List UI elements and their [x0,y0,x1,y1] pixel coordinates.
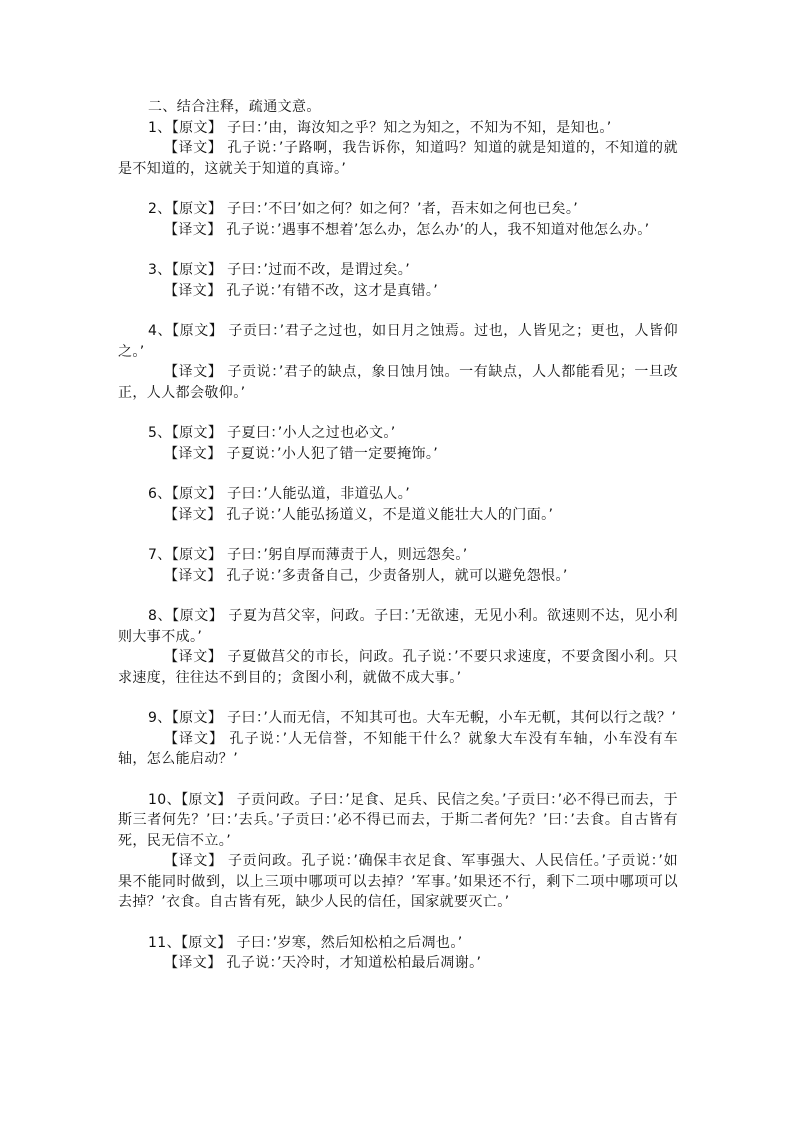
passage-original: 8、【原文】 子夏为莒父宰，问政。子曰：’无欲速，无见小利。欲速则不达，见小利则大事不成。’ [118,608,678,645]
passage-translation: 【译文】 孔子说：’人无信誉，不知能干什么？就象大车没有车轴，小车没有车轴，怎么能启动？’ [118,730,678,767]
passage-translation: 【译文】 子贡说：’君子的缺点，象日蚀月蚀。一有缺点，人人都能看见；一旦改正，人人都会敬仰。’ [118,364,678,401]
passage-original: 5、【原文】 子夏曰：’小人之过也必文。’ [148,425,396,441]
passage-3 [118,260,678,301]
passage-original: 11、【原文】 子曰：’岁寒，然后知松柏之后凋也。’ [148,934,463,951]
passage-9 [118,708,678,770]
passage-original: 3、【原文】 子曰：’过而不改，是谓过矣。’ [148,262,411,278]
passage-original: 6、【原文】 子曰：’人能弘道，非道弘人。’ [148,486,411,502]
document-body [118,97,678,974]
passage-10 [118,790,678,913]
passage-11 [118,933,678,974]
passage-translation: 【译文】 子夏做莒父的市长，问政。孔子说：’不要只求速度，不要贪图小利。只求速度，往往达不到目的；贪图小利，就做不成大事。’ [118,649,678,686]
passage-translation: 【译文】 孔子说：’人能弘扬道义，不是道义能壮大人的门面。’ [164,506,554,523]
passage-original: 1、【原文】 子曰：’由，诲汝知之乎？知之为知之，不知为不知，是知也。’ [148,119,612,136]
passage-1 [118,118,678,180]
passage-6 [118,484,678,525]
passage-translation: 【译文】 孔子说：’有错不改，这才是真错。’ [164,282,439,299]
passage-4 [118,321,678,403]
passage-2 [118,199,678,240]
passage-original: 10、【原文】 子贡问政。子曰：’足食、足兵、民信之矣。’子贡曰：’必不得已而去，于斯三者何先？’曰：’去兵。’子贡曰：’必不得已而去，于斯二者何先？’曰：’去食。自古皆有死，民无信不立。’ [118,791,678,849]
passage-original: 9、【原文】 子曰：’人而无信，不知其可也。大车无輗，小车无軏，其何以行之哉？’ [148,710,677,726]
passage-5 [118,423,678,464]
passage-translation: 【译文】 孔子说：’子路啊，我告诉你，知道吗？知道的就是知道的，不知道的就是不知道的，这就关于知道的真谛。’ [118,140,678,177]
passage-original: 2、【原文】 子曰：’不曰’如之何？如之何？’者，吾末如之何也已矣。’ [148,201,579,217]
passage-7 [118,545,678,586]
passage-translation: 【译文】 子夏说：’小人犯了错一定要掩饰。’ [164,445,439,462]
passage-original: 7、【原文】 子曰：’躬自厚而薄责于人，则远怨矣。’ [148,547,468,563]
passage-translation: 【译文】 孔子说：’多责备自己，少责备别人，就可以避免怨恨。’ [164,567,568,584]
passage-8 [118,606,678,688]
passage-original: 4、【原文】 子贡曰：’君子之过也，如日月之蚀焉。过也，人皆见之；更也，人皆仰之。’ [118,323,678,360]
passage-translation: 【译文】 子贡问政。孔子说：’确保丰衣足食、军事强大、人民信任。’子贡说：’如果不能同时做到，以上三项中哪项可以去掉？’军事。’如果还不行，剩下二项中哪项可以去掉？’衣食。自古皆有死，缺少人民的信任，国家就要灭亡。’ [118,853,678,910]
passage-translation: 【译文】 孔子说：’遇事不想着’怎么办，怎么办’的人，我不知道对他怎么办。’ [164,221,650,238]
passage-translation: 【译文】 孔子说：’天冷时，才知道松柏最后凋谢。’ [164,955,482,971]
section-heading: 二、结合注释，疏通文意。 [148,99,321,115]
